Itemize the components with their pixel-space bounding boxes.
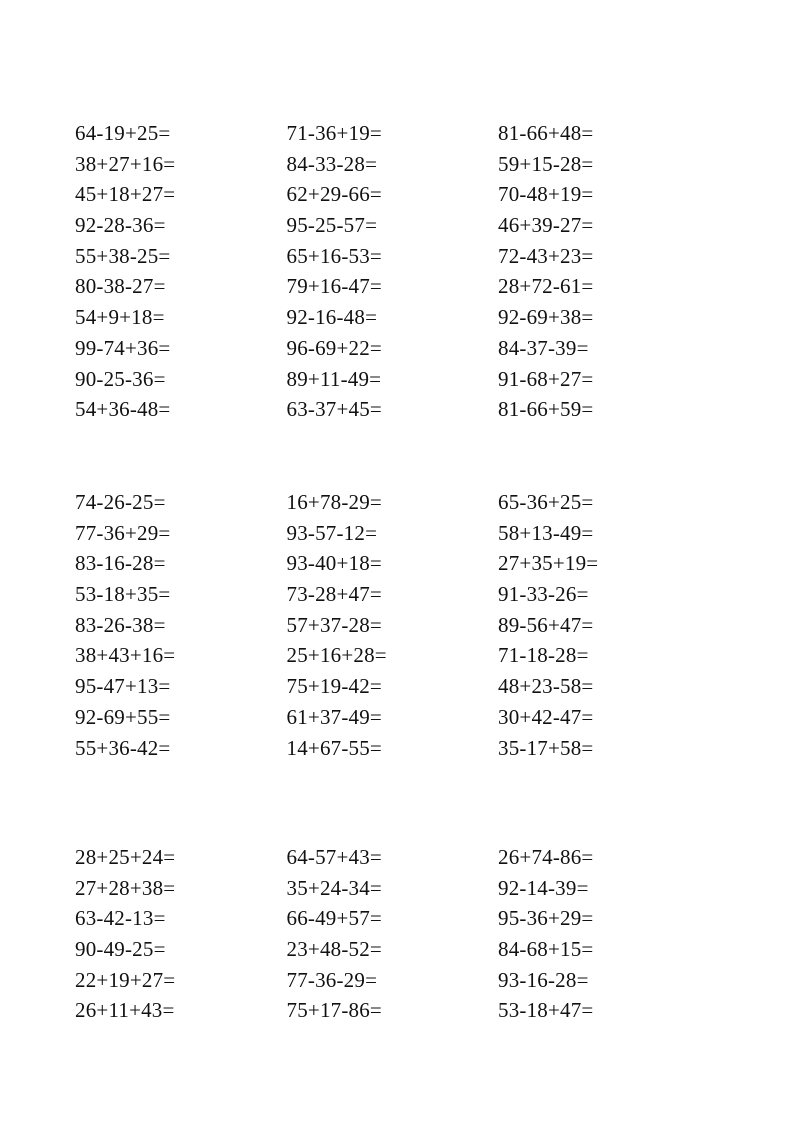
arithmetic-problem: 95-47+13=	[75, 674, 171, 699]
arithmetic-problem: 71-36+19=	[286, 121, 382, 145]
arithmetic-problem: 58+13-49=	[498, 520, 594, 545]
arithmetic-problem: 84-33-28=	[286, 151, 378, 176]
arithmetic-problem: 35-17+58=	[498, 735, 594, 760]
arithmetic-problem: 64-19+25=	[75, 121, 171, 145]
problem-row	[75, 518, 715, 549]
arithmetic-problem: 81-66+48=	[498, 121, 594, 145]
problem-section-3	[75, 842, 715, 1026]
arithmetic-problem: 46+39-27=	[498, 213, 594, 238]
arithmetic-problem: 61+37-49=	[286, 704, 382, 729]
problem-row	[75, 302, 715, 333]
arithmetic-problem: 91-68+27=	[498, 366, 594, 391]
arithmetic-problem: 25+16+28=	[286, 643, 387, 668]
arithmetic-problem: 55+36-42=	[75, 735, 171, 760]
arithmetic-problem: 92-69+38=	[498, 305, 594, 330]
arithmetic-problem: 16+78-29=	[286, 490, 382, 514]
problem-row	[75, 903, 715, 934]
arithmetic-problem: 23+48-52=	[286, 937, 382, 962]
problem-section-1	[75, 118, 715, 425]
arithmetic-problem: 92-14-39=	[498, 875, 589, 900]
arithmetic-problem: 92-69+55=	[75, 704, 171, 729]
arithmetic-problem: 64-57+43=	[286, 845, 382, 869]
arithmetic-problem: 93-40+18=	[286, 551, 382, 576]
arithmetic-problem: 63-42-13=	[75, 906, 166, 931]
problem-row	[75, 579, 715, 610]
problem-row	[75, 965, 715, 996]
problem-row	[75, 179, 715, 210]
problem-row	[75, 934, 715, 965]
arithmetic-problem: 90-49-25=	[75, 937, 166, 962]
problem-row	[75, 842, 715, 873]
arithmetic-problem: 77-36-29=	[286, 967, 378, 992]
arithmetic-problem: 55+38-25=	[75, 243, 171, 268]
arithmetic-problem: 54+9+18=	[75, 305, 165, 330]
arithmetic-problem: 73-28+47=	[286, 582, 382, 607]
arithmetic-problem: 75+17-86=	[286, 998, 382, 1023]
arithmetic-problem: 35+24-34=	[286, 875, 382, 900]
arithmetic-problem: 77-36+29=	[75, 520, 171, 545]
arithmetic-problem: 27+28+38=	[75, 875, 176, 900]
arithmetic-problem: 71-18-28=	[498, 643, 589, 668]
arithmetic-problem: 83-16-28=	[75, 551, 166, 576]
arithmetic-problem: 90-25-36=	[75, 366, 166, 391]
arithmetic-problem: 54+36-48=	[75, 397, 171, 422]
arithmetic-problem: 63-37+45=	[286, 397, 382, 422]
arithmetic-problem: 99-74+36=	[75, 335, 171, 360]
problem-row	[75, 640, 715, 671]
arithmetic-problem: 22+19+27=	[75, 967, 176, 992]
problem-row	[75, 733, 715, 764]
arithmetic-problem: 62+29-66=	[286, 182, 382, 207]
arithmetic-problem: 38+27+16=	[75, 151, 176, 176]
arithmetic-problem: 66-49+57=	[286, 906, 382, 931]
arithmetic-problem: 28+72-61=	[498, 274, 594, 299]
arithmetic-problem: 59+15-28=	[498, 151, 594, 176]
problem-row	[75, 271, 715, 302]
arithmetic-problem: 81-66+59=	[498, 397, 594, 422]
problem-row	[75, 995, 715, 1026]
arithmetic-problem: 93-16-28=	[498, 967, 589, 992]
arithmetic-problem: 65+16-53=	[286, 243, 382, 268]
problem-row	[75, 548, 715, 579]
arithmetic-problem: 93-57-12=	[286, 520, 378, 545]
arithmetic-problem: 91-33-26=	[498, 582, 589, 607]
arithmetic-problem: 95-36+29=	[498, 906, 594, 931]
arithmetic-problem: 96-69+22=	[286, 335, 382, 360]
problem-row	[75, 873, 715, 904]
arithmetic-problem: 80-38-27=	[75, 274, 166, 299]
problem-row	[75, 210, 715, 241]
problem-row	[75, 394, 715, 425]
arithmetic-problem: 30+42-47=	[498, 704, 594, 729]
problem-row	[75, 364, 715, 395]
problem-row	[75, 241, 715, 272]
arithmetic-problem: 26+74-86=	[498, 845, 594, 869]
problem-row	[75, 333, 715, 364]
arithmetic-problem: 65-36+25=	[498, 490, 594, 514]
arithmetic-problem: 83-26-38=	[75, 612, 166, 637]
arithmetic-problem: 57+37-28=	[286, 612, 382, 637]
problem-section-2	[75, 487, 715, 763]
arithmetic-problem: 84-37-39=	[498, 335, 589, 360]
arithmetic-problem: 72-43+23=	[498, 243, 594, 268]
arithmetic-problem: 48+23-58=	[498, 674, 594, 699]
arithmetic-problem: 27+35+19=	[498, 551, 599, 576]
problem-row	[75, 671, 715, 702]
problem-row	[75, 702, 715, 733]
arithmetic-problem: 89+11-49=	[286, 366, 382, 391]
arithmetic-problem: 84-68+15=	[498, 937, 594, 962]
arithmetic-problem: 53-18+47=	[498, 998, 594, 1023]
arithmetic-problem: 45+18+27=	[75, 182, 176, 207]
problem-row	[75, 149, 715, 180]
arithmetic-problem: 89-56+47=	[498, 612, 594, 637]
arithmetic-problem: 38+43+16=	[75, 643, 176, 668]
arithmetic-problem: 26+11+43=	[75, 998, 175, 1023]
arithmetic-problem: 70-48+19=	[498, 182, 594, 207]
arithmetic-problem: 53-18+35=	[75, 582, 171, 607]
arithmetic-problem: 14+67-55=	[286, 735, 382, 760]
arithmetic-problem: 92-28-36=	[75, 213, 166, 238]
problem-row	[75, 118, 715, 149]
arithmetic-problem: 74-26-25=	[75, 490, 166, 514]
arithmetic-problem: 79+16-47=	[286, 274, 382, 299]
arithmetic-problem: 28+25+24=	[75, 845, 176, 869]
arithmetic-problem: 75+19-42=	[286, 674, 382, 699]
problem-row	[75, 487, 715, 518]
arithmetic-problem: 92-16-48=	[286, 305, 378, 330]
problem-row	[75, 610, 715, 641]
arithmetic-problem: 95-25-57=	[286, 213, 378, 238]
